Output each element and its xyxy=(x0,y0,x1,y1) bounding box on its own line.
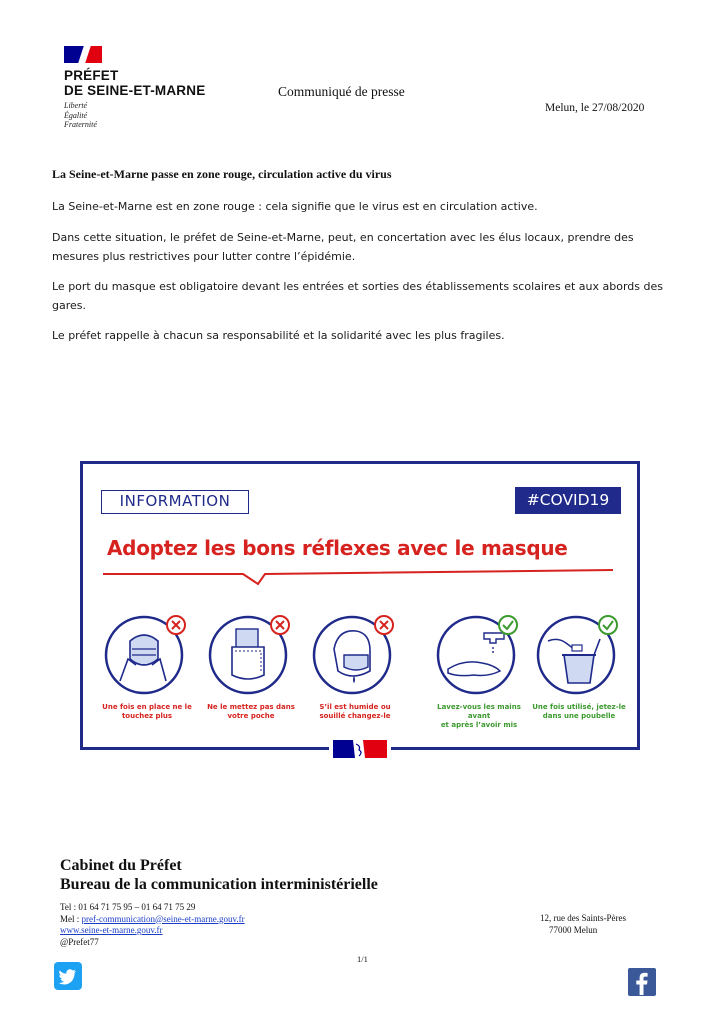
email-label: Mel : xyxy=(60,913,82,924)
email-line xyxy=(60,914,245,926)
caption-line: touchez plus xyxy=(121,712,173,720)
mask-infographic xyxy=(80,461,640,750)
caption-line: souillé changez-le xyxy=(319,712,391,720)
step-caption xyxy=(95,703,199,721)
republic-motto xyxy=(64,101,224,130)
infographic-title: Adoptez les bons réflexes avec le masque xyxy=(107,536,568,560)
website-link[interactable]: www.seine-et-marne.gouv.fr xyxy=(60,925,163,935)
motto-egalite: Égalité xyxy=(64,110,88,120)
step-caption xyxy=(199,703,303,721)
step-throw-in-bin xyxy=(527,611,631,721)
caption-line: Ne le mettez pas dans xyxy=(207,703,295,711)
hand-washing-icon xyxy=(434,611,524,695)
caption-line: et après l’avoir mis xyxy=(440,721,518,729)
caption-line: Lavez-vous les mains avant xyxy=(437,703,521,720)
caption-line: Une fois utilisé, jetez-le xyxy=(532,703,626,711)
logo-line-prefet: PRÉFET xyxy=(64,68,119,83)
facebook-icon[interactable] xyxy=(628,968,656,996)
mask-in-pocket-icon xyxy=(206,611,296,695)
paragraph-solidarite: Le préfet rappelle à chacun sa responsabilité et la solidarité avec les plus fragiles. xyxy=(52,329,505,342)
motto-liberte: Liberté xyxy=(64,101,88,110)
page-number: 1/1 xyxy=(357,954,368,964)
step-caption xyxy=(527,703,631,721)
press-release-headline: La Seine-et-Marne passe en zone rouge, circulation active du virus xyxy=(52,167,392,181)
motto-fraternite: Fraternité xyxy=(64,120,97,129)
twitter-handle: @Prefet77 xyxy=(60,936,99,947)
step-dont-touch xyxy=(95,611,199,721)
caption-line: dans une poubelle xyxy=(542,712,616,720)
marianne-emblem-icon xyxy=(329,738,391,760)
wet-mask-icon xyxy=(310,611,400,695)
caption-line: Une fois en place ne le xyxy=(102,703,192,711)
step-change-if-wet xyxy=(303,611,407,721)
document-date: Melun, le 27/08/2020 xyxy=(545,102,645,114)
step-caption xyxy=(303,703,407,721)
step-not-in-pocket xyxy=(199,611,303,721)
caption-line: S’il est humide ou xyxy=(319,703,391,711)
face-touching-mask-icon xyxy=(102,611,192,695)
speech-bubble-underline xyxy=(83,556,639,586)
email-link[interactable]: pref-communication@seine-et-marne.gouv.fr xyxy=(81,913,245,924)
marianne-flag-icon xyxy=(64,46,102,63)
address-city: 77000 Melun xyxy=(549,924,598,935)
paragraph-port-du-masque: Le port du masque est obligatoire devant les entrées et sorties des établissements scolaires et aux abords des gares. xyxy=(52,280,663,312)
trash-bin-icon xyxy=(534,611,624,695)
step-wash-hands xyxy=(427,611,531,730)
telephone: Tel : 01 64 71 75 95 – 01 64 71 75 29 xyxy=(60,902,196,912)
prefet-logo xyxy=(64,46,224,130)
logo-line-department: DE SEINE-ET-MARNE xyxy=(64,83,206,98)
twitter-icon[interactable] xyxy=(54,962,82,990)
caption-line: votre poche xyxy=(227,712,275,720)
paragraph-mesures: Dans cette situation, le préfet de Seine-et-Marne, peut, en concertation avec les élus locaux, prendre des mesures plus restrictives pour lutter contre l’épidémie. xyxy=(52,231,634,263)
step-caption xyxy=(427,703,531,730)
cabinet-line-2: Bureau de la communication interministérielle xyxy=(60,876,378,893)
paragraph-zone-rouge: La Seine-et-Marne est en zone rouge : cela signifie que le virus est en circulation active. xyxy=(52,200,538,213)
cabinet-heading xyxy=(60,856,378,894)
covid-hashtag: #COVID19 xyxy=(515,487,621,514)
postal-address xyxy=(540,913,626,936)
document-type: Communiqué de presse xyxy=(278,84,405,99)
cabinet-line-1: Cabinet du Préfet xyxy=(60,857,182,874)
website-line xyxy=(60,925,245,937)
address-street: 12, rue des Saints-Pères xyxy=(540,913,626,923)
contact-block xyxy=(60,902,245,948)
information-tag: INFORMATION xyxy=(101,490,249,514)
